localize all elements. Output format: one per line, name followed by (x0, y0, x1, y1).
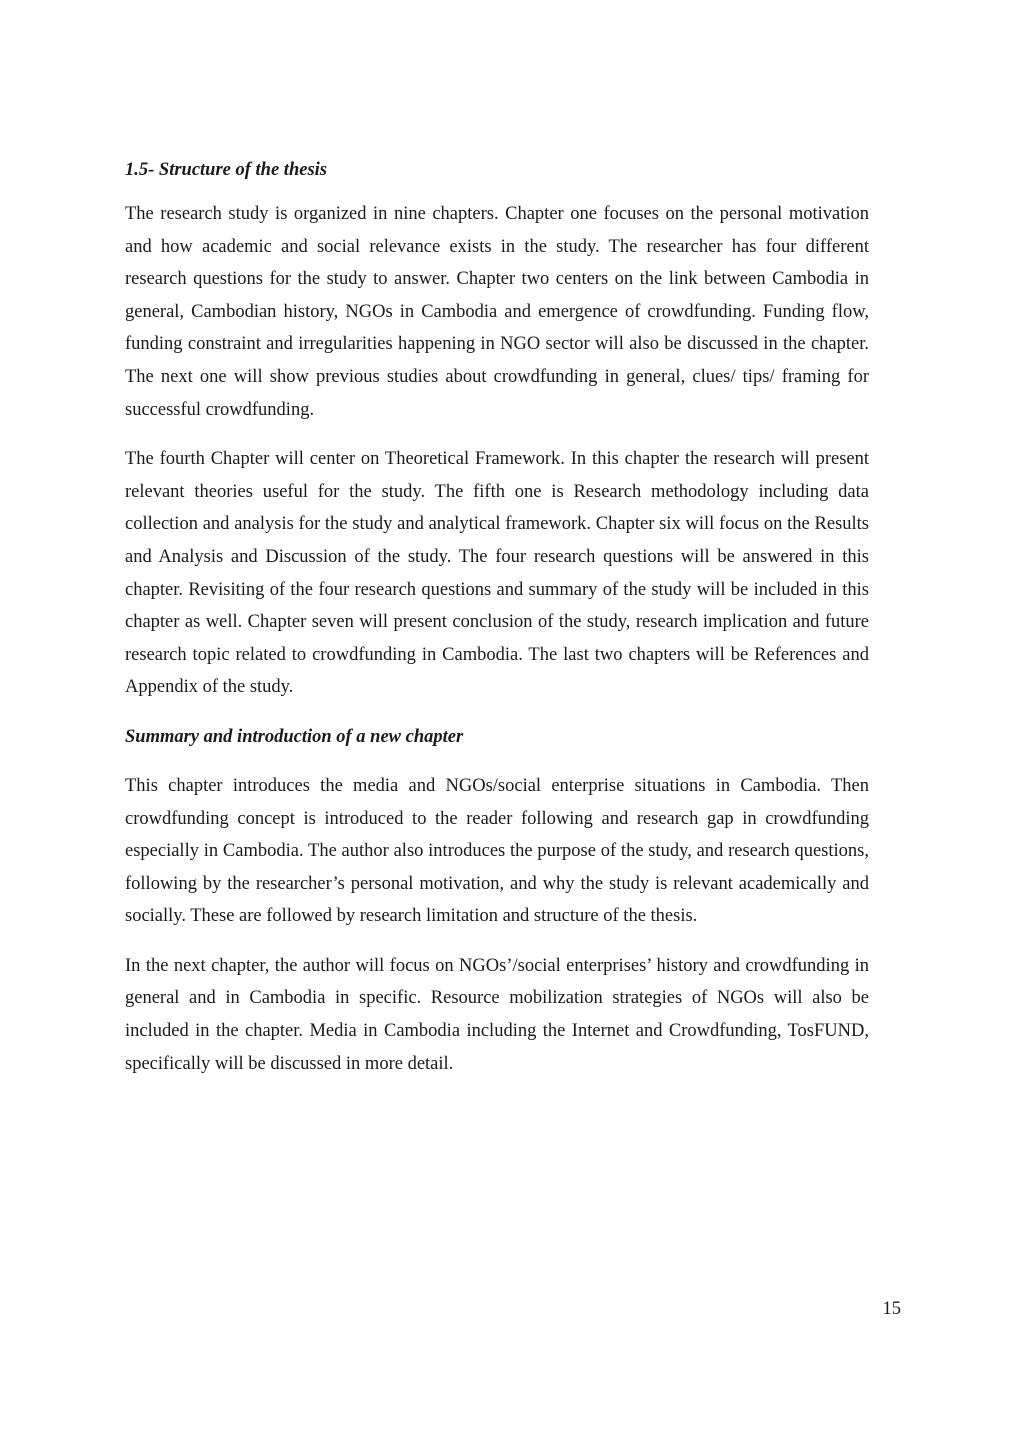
paragraph-chapter-summary: This chapter introduces the media and NGOs/social enterprise situations in Cambodia. Then crowdfunding concept is introduced to the reader following and research gap in crowdfunding especially in Cambodia. The author also introduces the purpose of the study, and research questions, following by the researcher’s personal motivation, and why the study is relevant academically and socially. These are followed by research limitation and structure of the thesis. (125, 775, 869, 927)
section-heading: 1.5- Structure of the thesis (125, 160, 327, 180)
paragraph-next-chapter: In the next chapter, the author will focus on NGOs’/social enterprises’ history and crowdfunding in general and in Cambodia in specific. Resource mobilization strategies of NGOs will also be included in the chapter. Media in Cambodia including the Internet and Crowdfunding, TosFUND, specifically will be discussed in more detail. (125, 955, 869, 1074)
summary-heading: Summary and introduction of a new chapter (125, 726, 464, 747)
paragraph-chapter-outline: The fourth Chapter will center on Theoretical Framework. In this chapter the research will present relevant theories useful for the study. The fifth one is Research methodology including data collection and analysis for the study and analytical framework. Chapter six will focus on the Results and Analysis and Discussion of the study. The four research questions will be answered in this chapter. Revisiting of the four research questions and summary of the study will be included in this chapter as well. Chapter seven will present conclusion of the study, research implication and future research topic related to crowdfunding in Cambodia. The last two chapters will be References and Appendix of the study. (125, 449, 869, 698)
page-number: 15 (882, 1299, 901, 1319)
page-content (125, 154, 869, 1097)
paragraph-structure-overview: The research study is organized in nine chapters. Chapter one focuses on the personal motivation and how academic and social relevance exists in the study. The researcher has four different research questions for the study to answer. Chapter two centers on the link between Cambodia in general, Cambodian history, NGOs in Cambodia and emergence of crowdfunding. Funding flow, funding constraint and irregularities happening in NGO sector will also be discussed in the chapter. The next one will show previous studies about crowdfunding in general, clues/ tips/ framing for successful crowdfunding. (125, 204, 869, 420)
